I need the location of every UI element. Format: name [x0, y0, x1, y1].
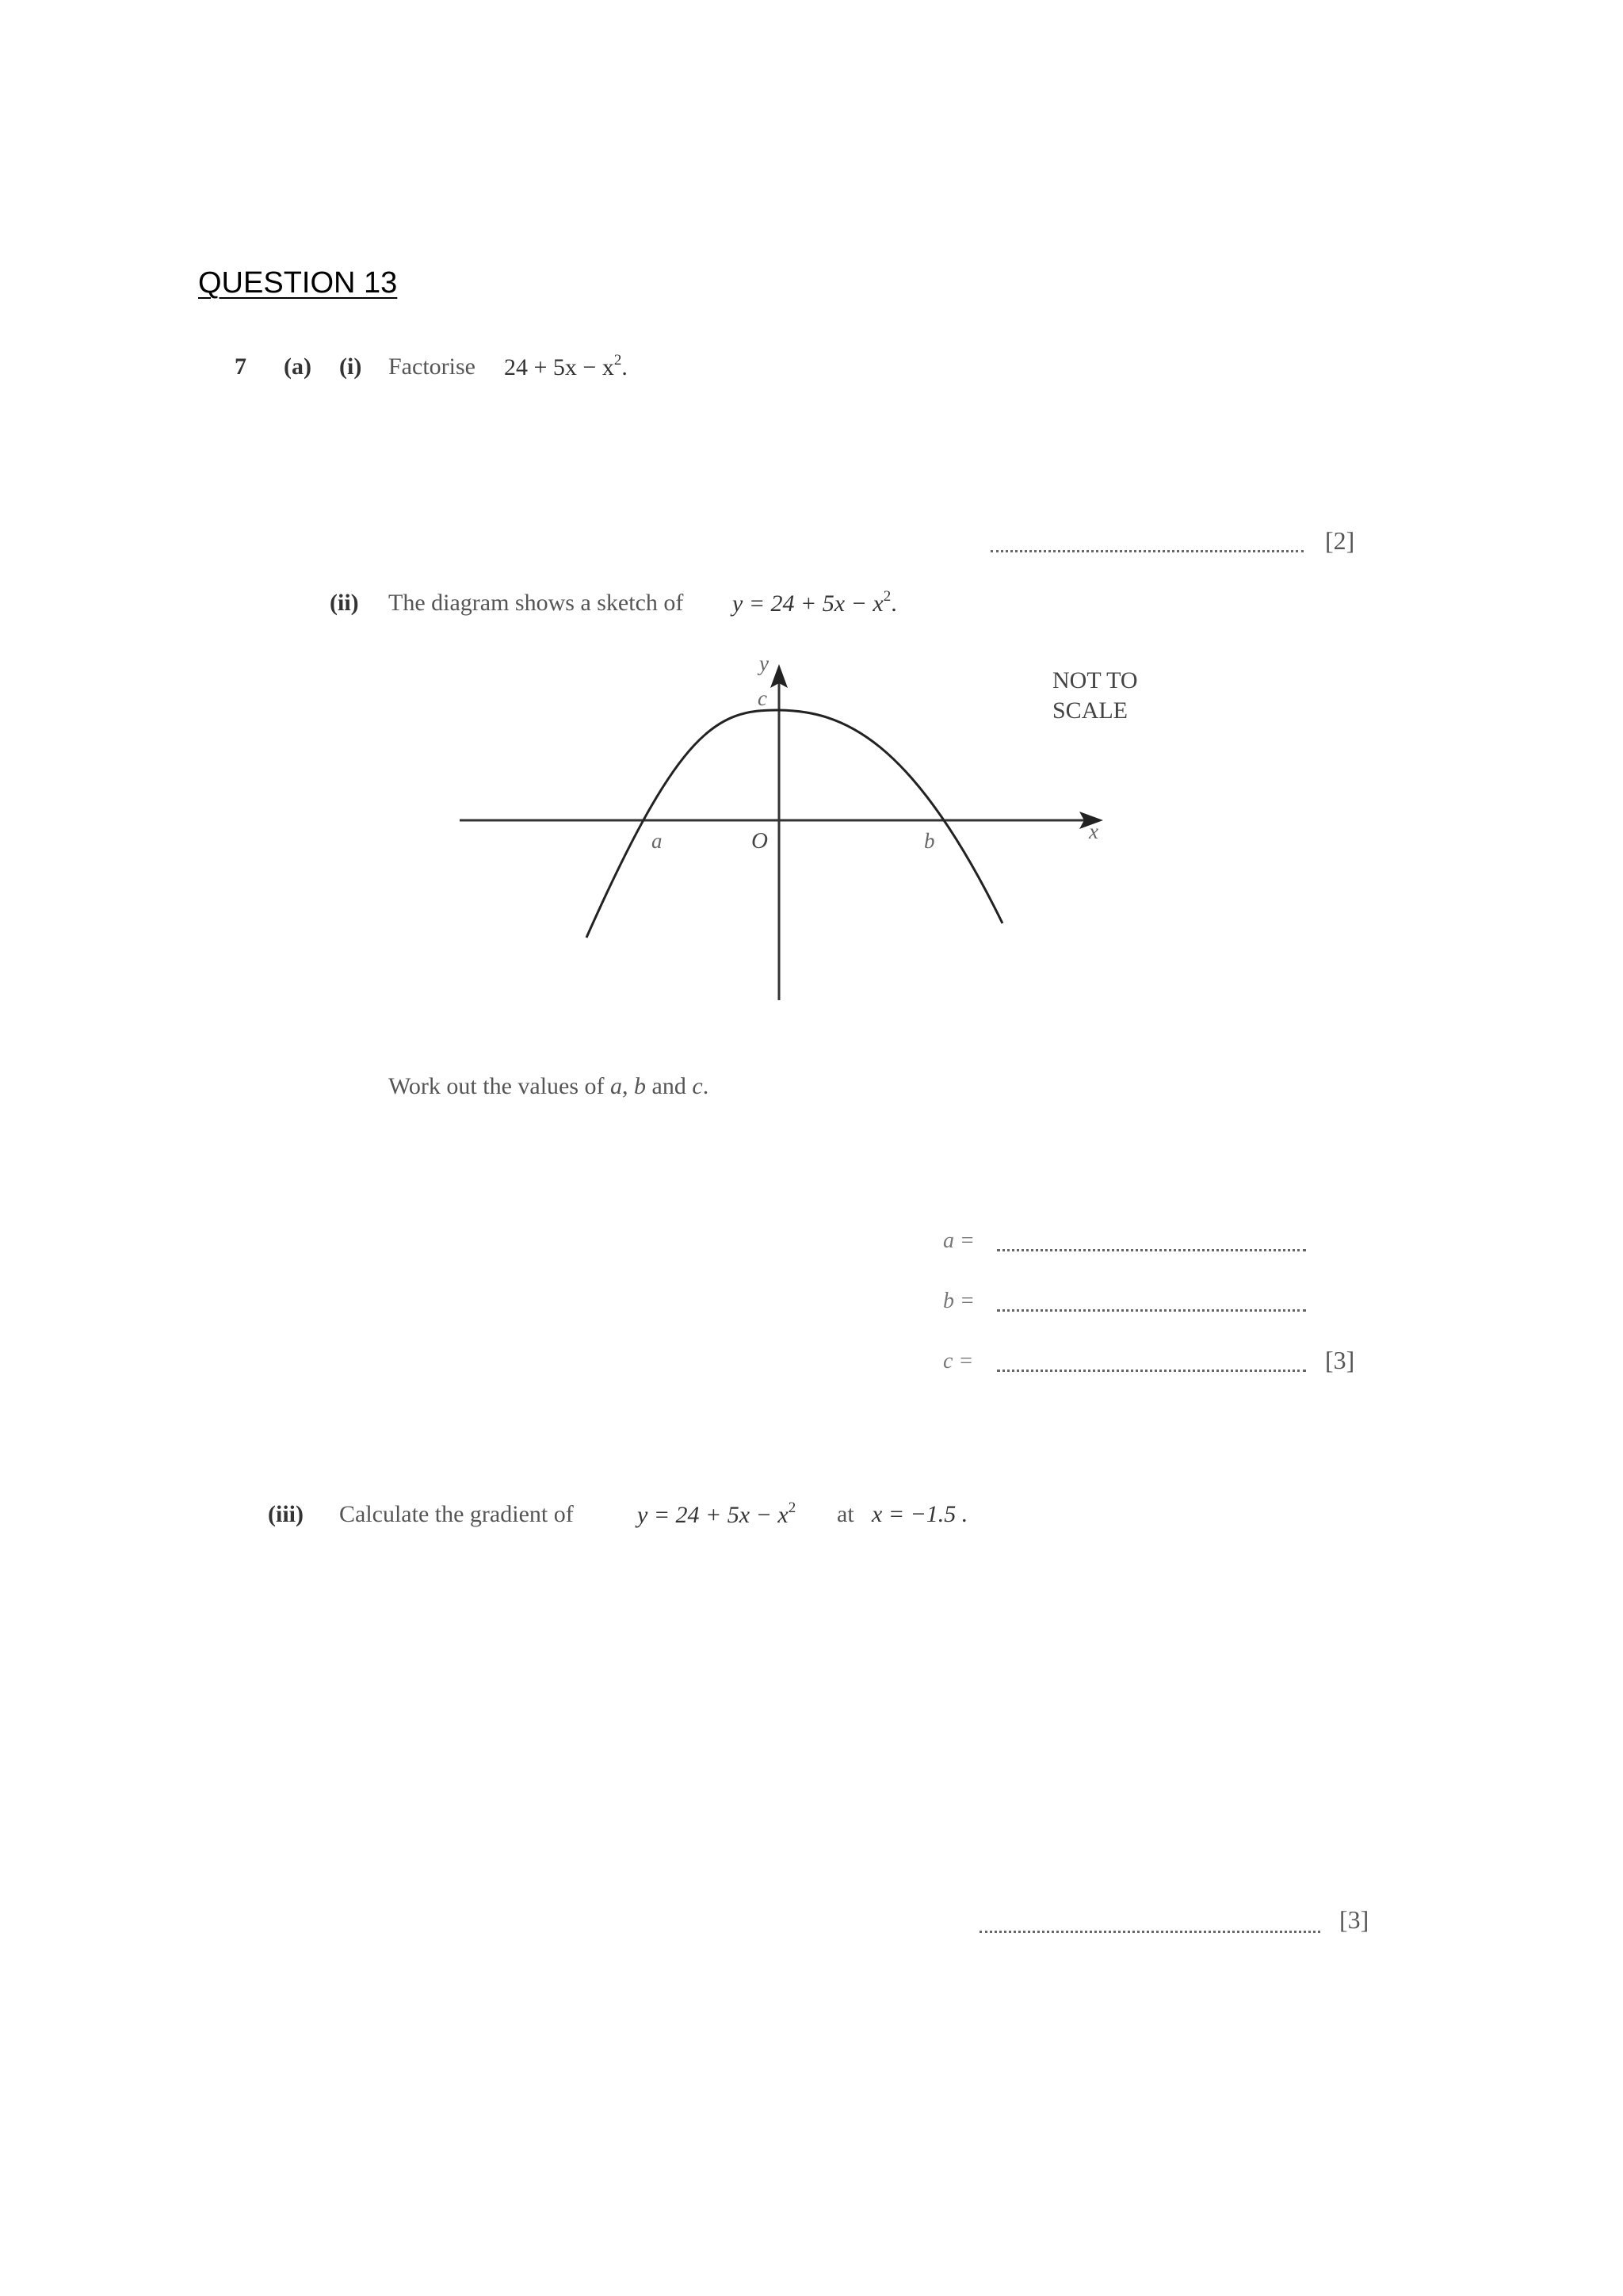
- question-number: 7: [235, 353, 246, 380]
- question-heading: QUESTION 13: [198, 266, 398, 300]
- answer-c-line[interactable]: [997, 1366, 1306, 1372]
- answer-b-line[interactable]: [997, 1306, 1306, 1312]
- instruction-end: .: [702, 1073, 709, 1099]
- part-iii-text: Calculate the gradient of: [339, 1501, 574, 1527]
- answer-a-label: a =: [943, 1228, 975, 1253]
- part-ii-marks: [3]: [1325, 1346, 1355, 1374]
- not-to-scale-line1: NOT TO: [1052, 667, 1138, 693]
- part-a-label: (a): [284, 353, 311, 380]
- y-axis-label: y: [759, 651, 769, 675]
- part-iii-marks: [3]: [1339, 1905, 1369, 1934]
- parabola-curve: [586, 710, 1002, 938]
- part-iii-expr-base: y = 24 + 5x − x: [637, 1502, 789, 1528]
- part-i-label: (i): [339, 353, 362, 380]
- instruction-and: and: [651, 1073, 686, 1099]
- answer-c-label: c =: [943, 1349, 974, 1373]
- part-ii-expr-end: .: [891, 590, 897, 617]
- part-iii-label: (iii): [268, 1501, 304, 1527]
- instruction-c: c: [692, 1073, 703, 1099]
- part-iii-expr-exponent: 2: [788, 1499, 796, 1516]
- not-to-scale-line2: SCALE: [1052, 697, 1128, 724]
- instruction-sep: ,: [622, 1073, 628, 1099]
- part-ii-label: (ii): [330, 590, 359, 616]
- part-ii-instruction: [388, 1073, 708, 1100]
- part-i-marks: [2]: [1325, 526, 1355, 555]
- part-i-expr-exponent: 2: [613, 352, 622, 369]
- part-ii-text: The diagram shows a sketch of: [388, 590, 684, 616]
- part-iii-expression: [637, 1501, 796, 1529]
- part-i-text: Factorise: [388, 353, 475, 380]
- instruction-a: a: [610, 1073, 623, 1099]
- part-i-expr-base: 24 + 5x − x: [504, 354, 614, 380]
- part-iii-answer-line[interactable]: [980, 1927, 1320, 1933]
- part-iii-at: at: [837, 1501, 854, 1527]
- part-ii-expr-exponent: 2: [883, 588, 892, 605]
- answer-b-label: b =: [943, 1289, 975, 1313]
- part-iii-at-expr: x = −1.5 .: [872, 1501, 968, 1527]
- instruction-b: b: [634, 1073, 647, 1099]
- x-axis-label: x: [1089, 819, 1098, 843]
- answer-a-line[interactable]: [997, 1246, 1306, 1251]
- c-label: c: [758, 686, 767, 710]
- origin-label: O: [751, 828, 768, 854]
- b-label: b: [924, 829, 935, 853]
- a-label: a: [651, 829, 663, 853]
- part-ii-expr-base: y = 24 + 5x − x: [732, 590, 884, 617]
- instruction-prefix: Work out the values of: [388, 1073, 605, 1099]
- part-i-expr-end: .: [621, 354, 628, 380]
